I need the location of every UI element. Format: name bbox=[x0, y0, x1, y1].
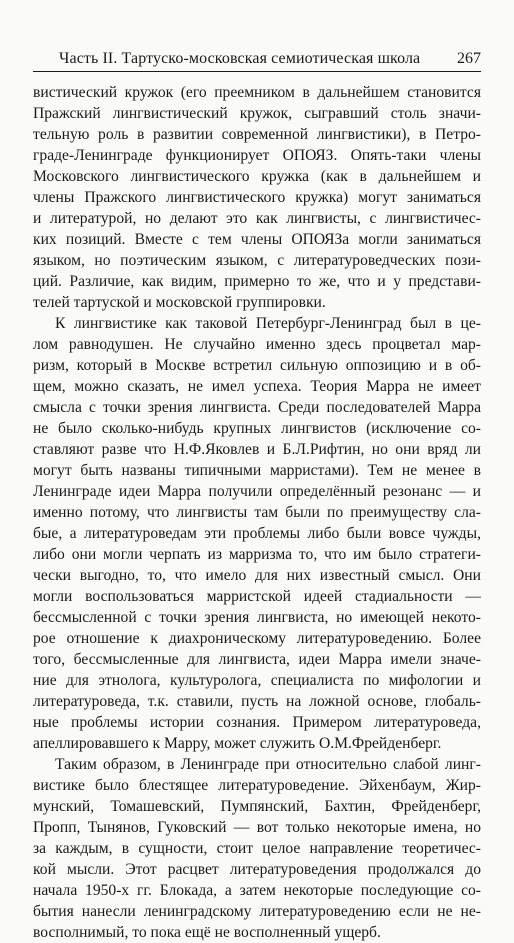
running-head-title: Часть II. Тартуско-московская семиотическая школа bbox=[59, 50, 421, 67]
text-line: Ленинграде идеи Марра получили определённый резонанс — и bbox=[33, 483, 481, 500]
text-line: ких позиций. Вместе с тем члены ОПОЯЗа могли заниматься bbox=[33, 231, 481, 248]
text-line: ставляют разве что Н.Ф.Яковлев и Б.Л.Рифтин, но они вряд ли bbox=[33, 441, 481, 458]
text-line: Пропп, Тынянов, Гуковский — вот только некоторые имена, но bbox=[33, 819, 481, 836]
text-line: литературоведа, т.к. ставили, пусть на ложной основе, глобаль- bbox=[33, 693, 481, 710]
text-line: бые, а литературоведам эти проблемы либо были вовсе чужды, bbox=[33, 525, 481, 542]
text-line: могли воспользоваться марристской идеей стадиальности — bbox=[33, 588, 481, 605]
text-line: либо они могли черпать из марризма то, что им было стратеги- bbox=[33, 546, 481, 563]
text-line: вистике было блестящее литературоведение. Эйхенбаум, Жир- bbox=[33, 777, 481, 794]
page-number: 267 bbox=[457, 50, 481, 67]
text-line: восполнимый, то пока ещё не восполненный ущерб. bbox=[33, 924, 381, 941]
text-line: граде-Ленинграде функционирует ОПОЯЗ. Опять-таки члены bbox=[33, 147, 481, 164]
paragraph bbox=[33, 754, 481, 943]
text-line: Пражский лингвистический кружок, сыгравший столь значи- bbox=[33, 105, 481, 122]
text-line: и литературой, но делают это как лингвисты, с лингвистичес- bbox=[33, 210, 481, 227]
text-line: Московского лингвистического кружка (как в дальнейшем и bbox=[33, 168, 481, 185]
text-line: мунский, Томашевский, Пумпянский, Бахтин, Фрейденберг, bbox=[33, 798, 481, 815]
text-line: вистический кружок (его преемником в дальнейшем становится bbox=[33, 84, 481, 101]
text-line: ризм, который в Москве встретил сильную оппозицию и в об- bbox=[33, 357, 481, 374]
running-head bbox=[33, 44, 481, 72]
text-line: ние для этнолога, культуролога, специалиста по мифологии и bbox=[33, 672, 481, 689]
text-line: лом равнодушен. Не случайно именно здесь процветал мар- bbox=[33, 336, 481, 353]
text-line: чески выгодно, то, что имело для них известный смысл. Они bbox=[33, 567, 481, 584]
text-line: могут быть названы типичными марристами). Тем не менее в bbox=[33, 462, 481, 479]
text-line: языком, но поэтическим языком, с литературоведческих пози- bbox=[33, 252, 481, 269]
text-line: рое отношение к диахроническому литературоведению. Более bbox=[33, 630, 481, 647]
text-line: Таким образом, в Ленинграде при относительно слабой линг- bbox=[55, 756, 481, 773]
paragraph bbox=[33, 313, 481, 754]
body-text bbox=[33, 82, 481, 943]
text-line: ные проблемы истории сознания. Примером литературоведа, bbox=[33, 714, 481, 731]
text-line: тельную роль в развитии современной лингвистики), в Петро- bbox=[33, 126, 481, 143]
text-line: апеллировавшего к Марру, может служить О.М.Фрейденберг. bbox=[33, 735, 442, 752]
paragraph bbox=[33, 82, 481, 313]
text-line: ций. Различие, как видим, примерно то же, что и у представи- bbox=[33, 273, 481, 290]
text-line: именно потому, что лингвисты там были по преимуществу сла- bbox=[33, 504, 481, 521]
text-line: щем, можно сказать, не имел успеха. Теория Марра не имеет bbox=[33, 378, 481, 395]
text-line: телей тартуской и московской группировки. bbox=[33, 294, 326, 311]
text-line: К лингвистике как таковой Петербург-Ленинград был в це- bbox=[55, 315, 481, 332]
text-line: того, бессмысленные для лингвиста, идеи Марра имели значе- bbox=[33, 651, 481, 668]
text-line: за каждым, в сущности, стоит целое направление теоретичес- bbox=[33, 840, 481, 857]
text-line: бытия нанесли ленинградскому литературоведению если не не- bbox=[33, 903, 481, 920]
text-line: бессмысленной с точки зрения лингвиста, но имеющей некото- bbox=[33, 609, 481, 626]
text-line: члены Пражского лингвистического кружка) могут заниматься bbox=[33, 189, 481, 206]
text-line: смысла с точки зрения лингвиста. Среди последователей Марра bbox=[33, 399, 481, 416]
text-line: кой мысли. Этот расцвет литературоведения продолжался до bbox=[33, 861, 481, 878]
text-line: не было сколько-нибудь крупных лингвистов (исключение со- bbox=[33, 420, 481, 437]
text-line: начала 1950-х гг. Блокада, а затем некоторые последующие со- bbox=[33, 882, 481, 899]
